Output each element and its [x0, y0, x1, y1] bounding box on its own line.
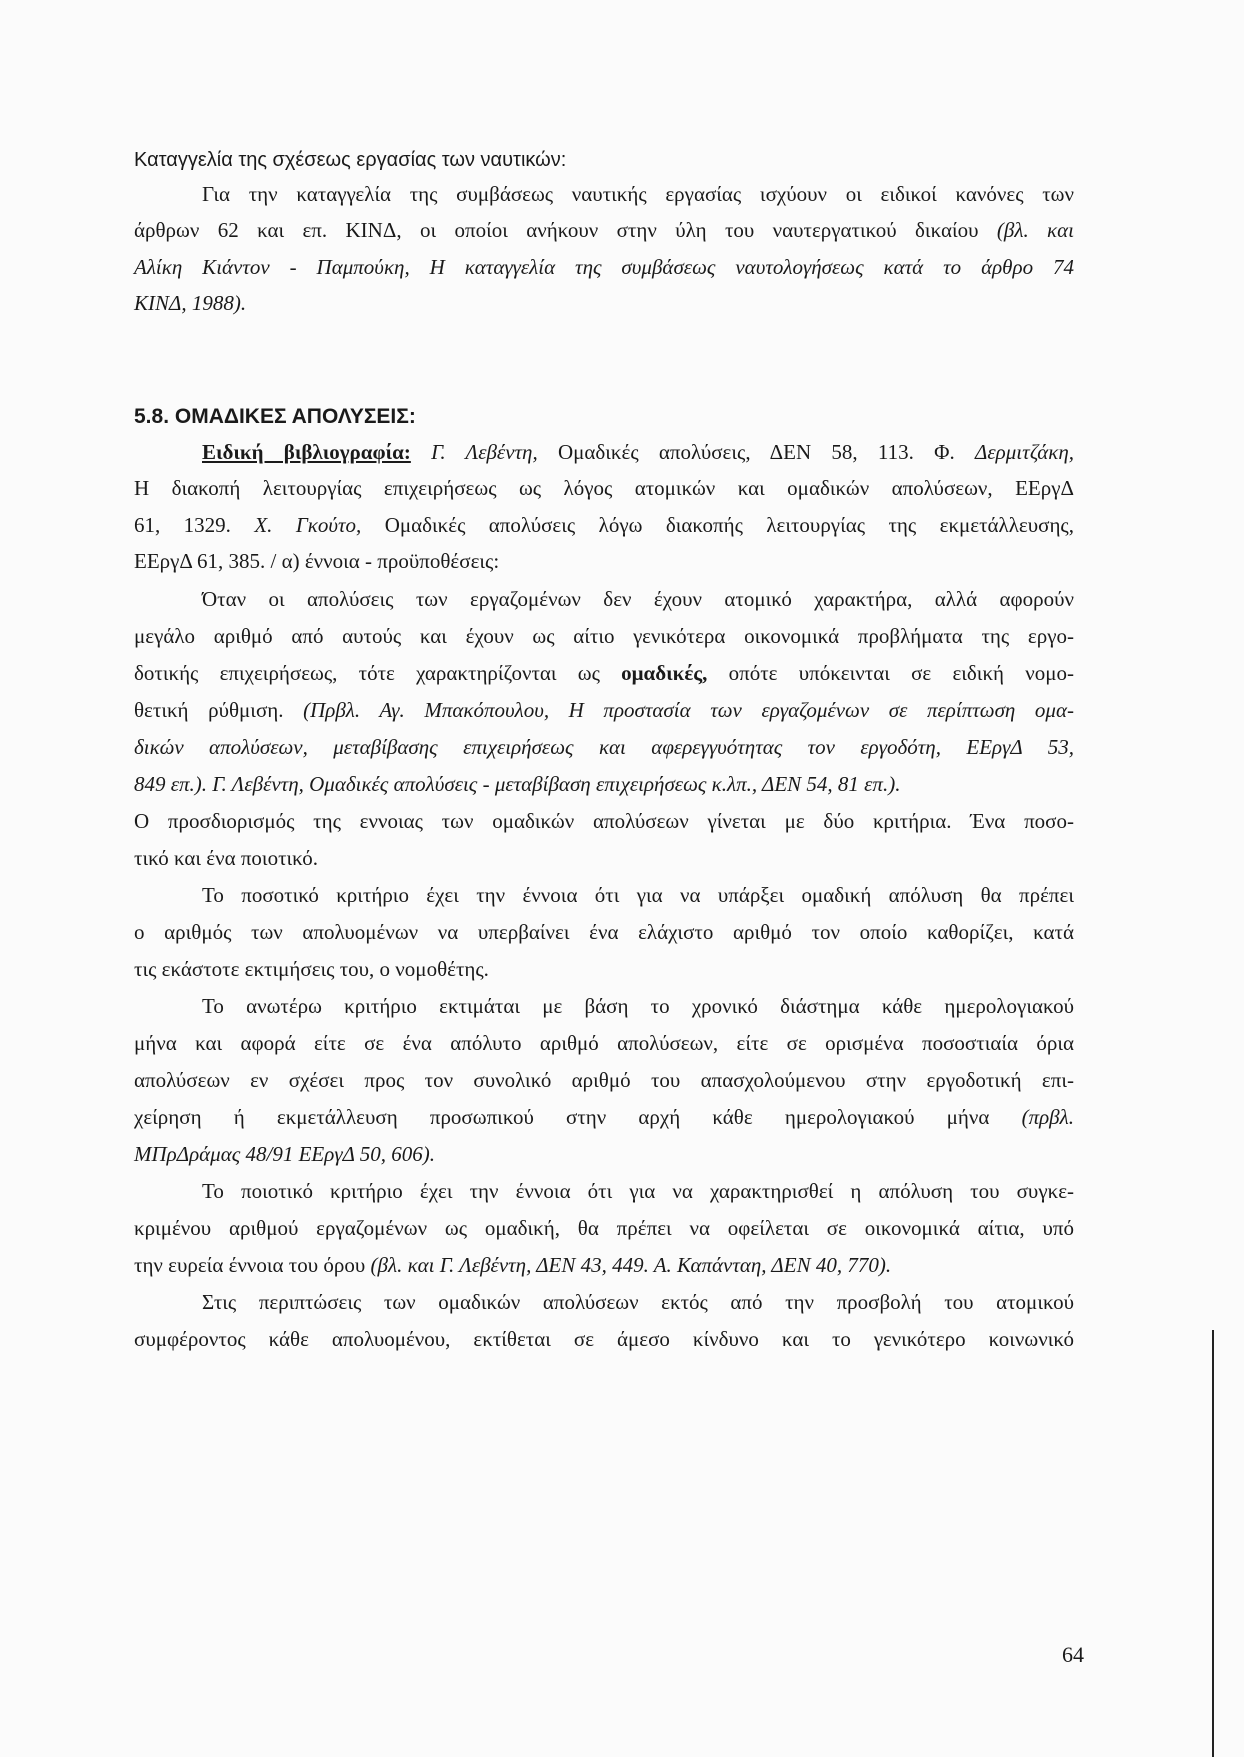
section-heading: 5.8. ΟΜΑΔΙΚΕΣ ΑΠΟΛΥΣΕΙΣ:	[134, 405, 416, 428]
text-line: 849 επ.). Γ. Λεβέντη, Ομαδικές απολύσεις - μεταβίβαση επιχειρήσεως κ.λπ., ΔΕΝ 54, 81 επ.).	[134, 772, 901, 796]
text-line: ΚΙΝΔ, 1988).	[134, 291, 247, 315]
text-line: δοτικής επιχειρήσεως, τότε χαρακτηρίζονται ως ομαδικές, οπότε υπόκεινται σε ειδική νομο-	[134, 661, 1074, 685]
bibliography-line: ΕΕργΔ 61, 385. / α) έννοια - προϋποθέσεις:	[134, 549, 500, 573]
bibliography-line: Η διακοπή λειτουργίας επιχειρήσεως ως λόγος ατομικών και ομαδικών απολύσεων, ΕΕργΔ	[134, 476, 1074, 500]
text-line: Το ποιοτικό κριτήριο έχει την έννοια ότι για να χαρακτηρισθεί η απόλυση του συγκε-	[202, 1179, 1074, 1203]
text-line: συμφέροντος κάθε απολυομένου, εκτίθεται σε άμεσο κίνδυνο και το γενικότερο κοινωνικό	[134, 1327, 1074, 1351]
text-line: Όταν οι απολύσεις των εργαζομένων δεν έχουν ατομικό χαρακτήρα, αλλά αφορούν	[202, 587, 1074, 611]
text-line: Ο προσδιορισμός της εννοιας των ομαδικών απολύσεων γίνεται με δύο κριτήρια. Ένα ποσο-	[134, 809, 1074, 833]
text-line: ΜΠρΔράμας 48/91 ΕΕργΔ 50, 606).	[134, 1142, 436, 1166]
text-line: θετική ρύθμιση. (Πρβλ. Αγ. Μπακόπουλου, Η προστασία των εργαζομένων σε περίπτωση ομα-	[134, 698, 1074, 722]
text-line: χείρηση ή εκμετάλλευση προσωπικού στην αρχή κάθε ημερολογιακού μήνα (πρβλ.	[134, 1105, 1074, 1129]
text-line: την ευρεία έννοια του όρου (βλ. και Γ. Λεβέντη, ΔΕΝ 43, 449. Α. Καπάνταη, ΔΕΝ 40, 770).	[134, 1253, 892, 1277]
text-line: Το ανωτέρω κριτήριο εκτιμάται με βάση το χρονικό διάστημα κάθε ημερολογιακού	[202, 994, 1074, 1018]
text-line: άρθρων 62 και επ. ΚΙΝΔ, οι οποίοι ανήκουν στην ύλη του ναυτεργατικού δικαίου (βλ. και	[134, 218, 1074, 242]
text-line: Για την καταγγελία της συμβάσεως ναυτικής εργασίας ισχύουν οι ειδικοί κανόνες των	[202, 182, 1074, 206]
text-line: Το ποσοτικό κριτήριο έχει την έννοια ότι για να υπάρξει ομαδική απόλυση θα πρέπει	[202, 883, 1074, 907]
bibliography-line: 61, 1329. Χ. Γκούτο, Ομαδικές απολύσεις λόγω διακοπής λειτουργίας της εκμετάλλευσης,	[134, 513, 1074, 537]
text-line: τικό και ένα ποιοτικό.	[134, 846, 319, 870]
bibliography-line: Ειδική βιβλιογραφία: Γ. Λεβέντη, Ομαδικές απολύσεις, ΔΕΝ 58, 113. Φ. Δερμιτζάκη,	[202, 440, 1074, 464]
text-line: μήνα και αφορά είτε σε ένα απόλυτο αριθμό απολύσεων, είτε σε ορισμένα ποσοστιαία όρια	[134, 1031, 1074, 1055]
section-title: Καταγγελία της σχέσεως εργασίας των ναυτικών:	[134, 149, 567, 171]
scan-edge-line	[1212, 1330, 1214, 1757]
text-line: μεγάλο αριθμό από αυτούς και έχουν ως αίτιο γενικότερα οικονομικά προβλήματα της εργο-	[134, 624, 1074, 648]
text-line: ο αριθμός των απολυομένων να υπερβαίνει ένα ελάχιστο αριθμό τον οποίο καθορίζει, κατά	[134, 920, 1074, 944]
text-line: Στις περιπτώσεις των ομαδικών απολύσεων εκτός από την προσβολή του ατομικού	[202, 1290, 1074, 1314]
text-line: τις εκάστοτε εκτιμήσεις του, ο νομοθέτης.	[134, 957, 489, 981]
text-line: Αλίκη Κιάντον - Παμπούκη, Η καταγγελία της συμβάσεως ναυτολογήσεως κατά το άρθρο 74	[134, 255, 1074, 279]
text-line: κριμένου αριθμού εργαζομένων ως ομαδική, θα πρέπει να οφείλεται σε οικονομικά αίτια, υπό	[134, 1216, 1074, 1240]
text-line: απολύσεων εν σχέσει προς τον συνολικό αριθμό του απασχολούμενου στην εργοδοτική επι-	[134, 1068, 1074, 1092]
page-number: 64	[1062, 1642, 1084, 1667]
text-line: δικών απολύσεων, μεταβίβασης επιχειρήσεως και αφερεγγυότητας τον εργοδότη, ΕΕργΔ 53,	[134, 735, 1074, 759]
